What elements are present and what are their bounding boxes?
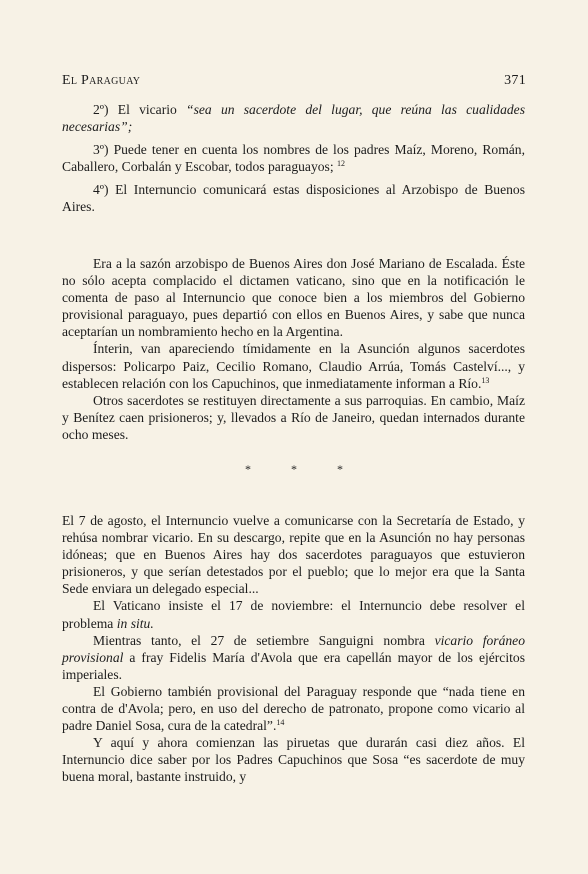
text-block-1 — [62, 255, 525, 443]
paragraph-text: a fray Fidelis María d'Avola que era capellán mayor de los ejércitos imperiales. — [62, 649, 525, 682]
provision-2-lead: 2º) El vicario — [93, 102, 187, 117]
paragraph-text: El Gobierno también provisional del Paraguay responde que “nada tiene en contra de d'Avola; pero, en uso del derecho de patronato, propone como vicario al padre Daniel Sosa, cura de la catedral”. — [62, 683, 525, 734]
paragraph: Y aquí y ahora comienzan las piruetas que durarán casi diez años. El Internuncio dice saber por los Padres Capuchinos que Sosa “es sacerdote de muy buena moral, bastante instruido, y — [62, 735, 525, 785]
asterisk: * — [337, 462, 343, 476]
italic-phrase: vicario foráneo provisional — [62, 632, 525, 665]
section-separator — [0, 462, 588, 477]
provision-2 — [62, 101, 525, 135]
footnote-ref-13: 13 — [481, 375, 490, 385]
paragraph-text: Ínterin, van apareciendo tímidamente en la Asunción algunos sacerdotes dispersos: Policarpo Paiz, Cecilio Romano, Claudio Arrúa, Tomás Castelví..., y establecen relación con los Capuchinos, que inmediatamente informan a Río. — [62, 341, 525, 391]
provision-4: 4º) El Internuncio comunicará estas disposiciones al Arzobispo de Buenos Aires. — [62, 182, 525, 215]
paragraph — [62, 340, 525, 391]
provision-3-text: 3º) Puede tener en cuenta los nombres de los padres Maíz, Moreno, Román, Caballero, Corbalán y Escobar, todos paraguayos; — [62, 142, 525, 175]
page-header — [62, 73, 526, 89]
provision-3 — [62, 141, 525, 175]
paragraph-text: Mientras tanto, el 27 de setiembre Sanguigni nombra — [93, 632, 435, 648]
asterisk: * — [245, 462, 251, 476]
provision-2-quote: “sea un sacerdote del lugar, que reúna las cualidades necesarias”; — [62, 102, 526, 135]
asterisk: * — [291, 462, 297, 476]
footnote-ref-14: 14 — [276, 718, 285, 728]
numbered-provisions — [62, 101, 525, 216]
paragraph-text: El Vaticano insiste el 17 de noviembre: el Internuncio debe resolver el problema — [62, 598, 525, 631]
footnote-ref-12: 12 — [337, 159, 346, 169]
page-number: 371 — [504, 73, 526, 88]
paragraph: El 7 de agosto, el Internuncio vuelve a comunicarse con la Secretaría de Estado, y rehúsa nombrar vicario. En su descargo, repite que en la Asunción no hay personas idóneas; que en Buenos Aires hay dos sacerdotes paraguayos que estuvieron prisioneros, y que serían detestados por el pueblo; que lo mejor era que la Santa Sede enviara un delegado especial... — [62, 513, 525, 597]
running-title: El Paraguay — [62, 73, 141, 88]
paragraph: Era a la sazón arzobispo de Buenos Aires don José Mariano de Escalada. Éste no sólo acepta complacido el dictamen vaticano, sino que en la notificación le comenta de paso al Internuncio que conoce bien a los miembros del Gobierno provisional paraguayo, pues departió con ellos en Buenos Aires, y sabe que nunca aceptarían un nombramiento hecho en la Argentina. — [62, 256, 525, 340]
paragraph: Otros sacerdotes se restituyen directamente a sus parroquias. En cambio, Maíz y Benítez caen prisioneros; y, llevados a Río de Janeiro, quedan internados durante ocho meses. — [62, 392, 525, 442]
paragraph — [62, 632, 525, 683]
paragraph — [62, 683, 525, 734]
italic-phrase: in situ. — [116, 615, 154, 631]
text-block-2 — [62, 512, 525, 786]
paragraph — [62, 597, 525, 631]
